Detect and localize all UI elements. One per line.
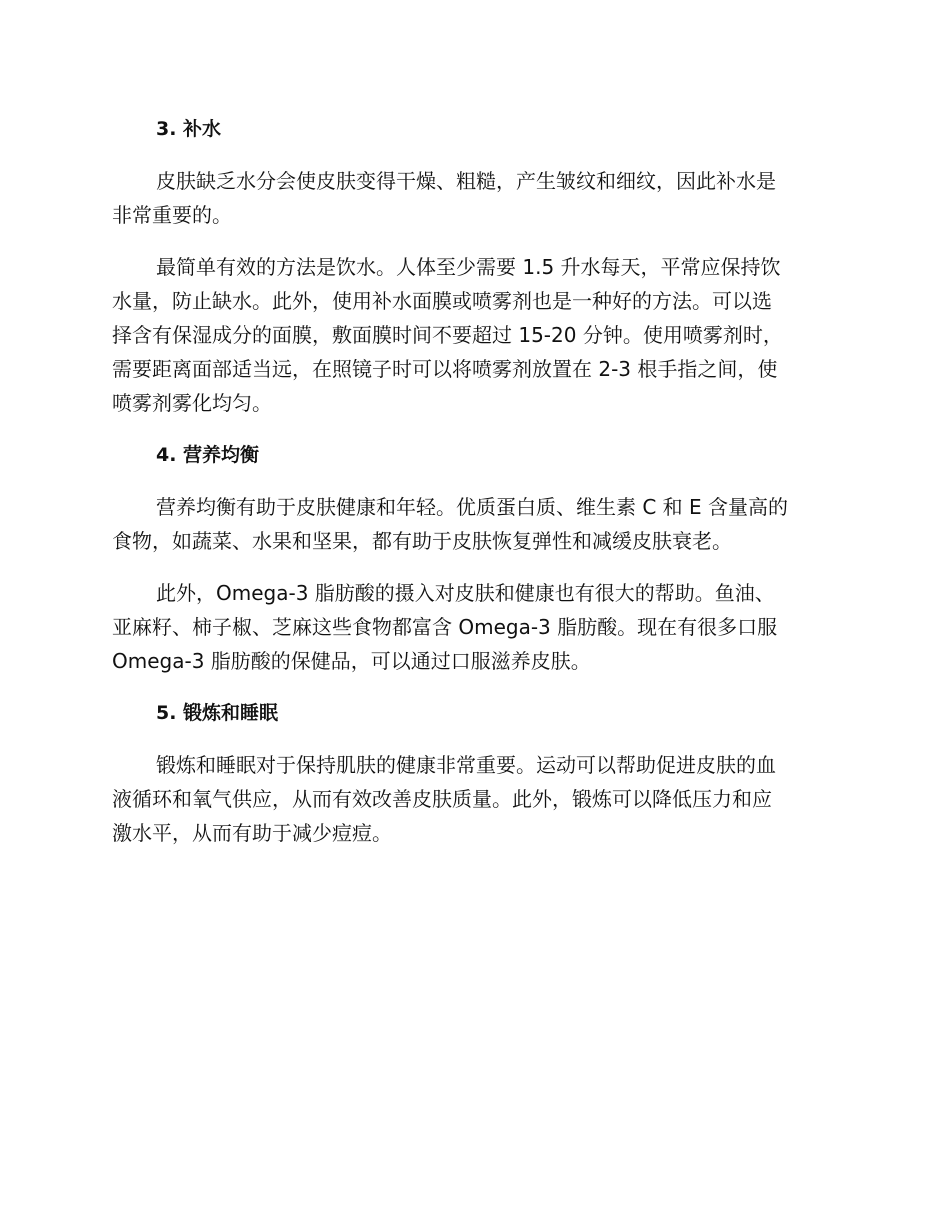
paragraph bbox=[112, 164, 838, 232]
text-line: 锻炼和睡眠对于保持肌肤的健康非常重要。运动可以帮助促进皮肤的血 bbox=[156, 753, 776, 777]
text-line: 激水平，从而有助于减少痘痘。 bbox=[112, 821, 392, 845]
text-line: Omega-3 脂肪酸的保健品，可以通过口服滋养皮肤。 bbox=[112, 649, 591, 673]
text-line: 水量，防止缺水。此外，使用补水面膜或喷雾剂也是一种好的方法。可以选 bbox=[112, 289, 772, 313]
paragraph bbox=[112, 250, 838, 420]
paragraph bbox=[112, 748, 838, 850]
section-heading-hydration: 3. 补水 bbox=[156, 118, 222, 140]
text-line: 择含有保湿成分的面膜，敷面膜时间不要超过 15-20 分钟。使用喷雾剂时， bbox=[112, 323, 783, 347]
document-page bbox=[112, 112, 838, 868]
text-line: 此外，Omega-3 脂肪酸的摄入对皮肤和健康也有很大的帮助。鱼油、 bbox=[156, 581, 775, 605]
text-line: 喷雾剂雾化均匀。 bbox=[112, 391, 272, 415]
text-line: 皮肤缺乏水分会使皮肤变得干燥、粗糙，产生皱纹和细纹，因此补水是 bbox=[156, 169, 776, 193]
text-line: 液循环和氧气供应，从而有效改善皮肤质量。此外，锻炼可以降低压力和应 bbox=[112, 787, 772, 811]
text-line: 营养均衡有助于皮肤健康和年轻。优质蛋白质、维生素 C 和 E 含量高的 bbox=[156, 495, 789, 519]
section-heading-exercise-sleep: 5. 锻炼和睡眠 bbox=[156, 702, 279, 724]
paragraph bbox=[112, 490, 838, 558]
text-line: 亚麻籽、柿子椒、芝麻这些食物都富含 Omega-3 脂肪酸。现在有很多口服 bbox=[112, 615, 778, 639]
text-line: 需要距离面部适当远，在照镜子时可以将喷雾剂放置在 2-3 根手指之间，使 bbox=[112, 357, 778, 381]
paragraph bbox=[112, 576, 838, 678]
text-line: 食物，如蔬菜、水果和坚果，都有助于皮肤恢复弹性和减缓皮肤衰老。 bbox=[112, 529, 732, 553]
text-line: 非常重要的。 bbox=[112, 203, 232, 227]
text-line: 最简单有效的方法是饮水。人体至少需要 1.5 升水每天，平常应保持饮 bbox=[156, 255, 781, 279]
section-heading-nutrition: 4. 营养均衡 bbox=[156, 444, 260, 466]
